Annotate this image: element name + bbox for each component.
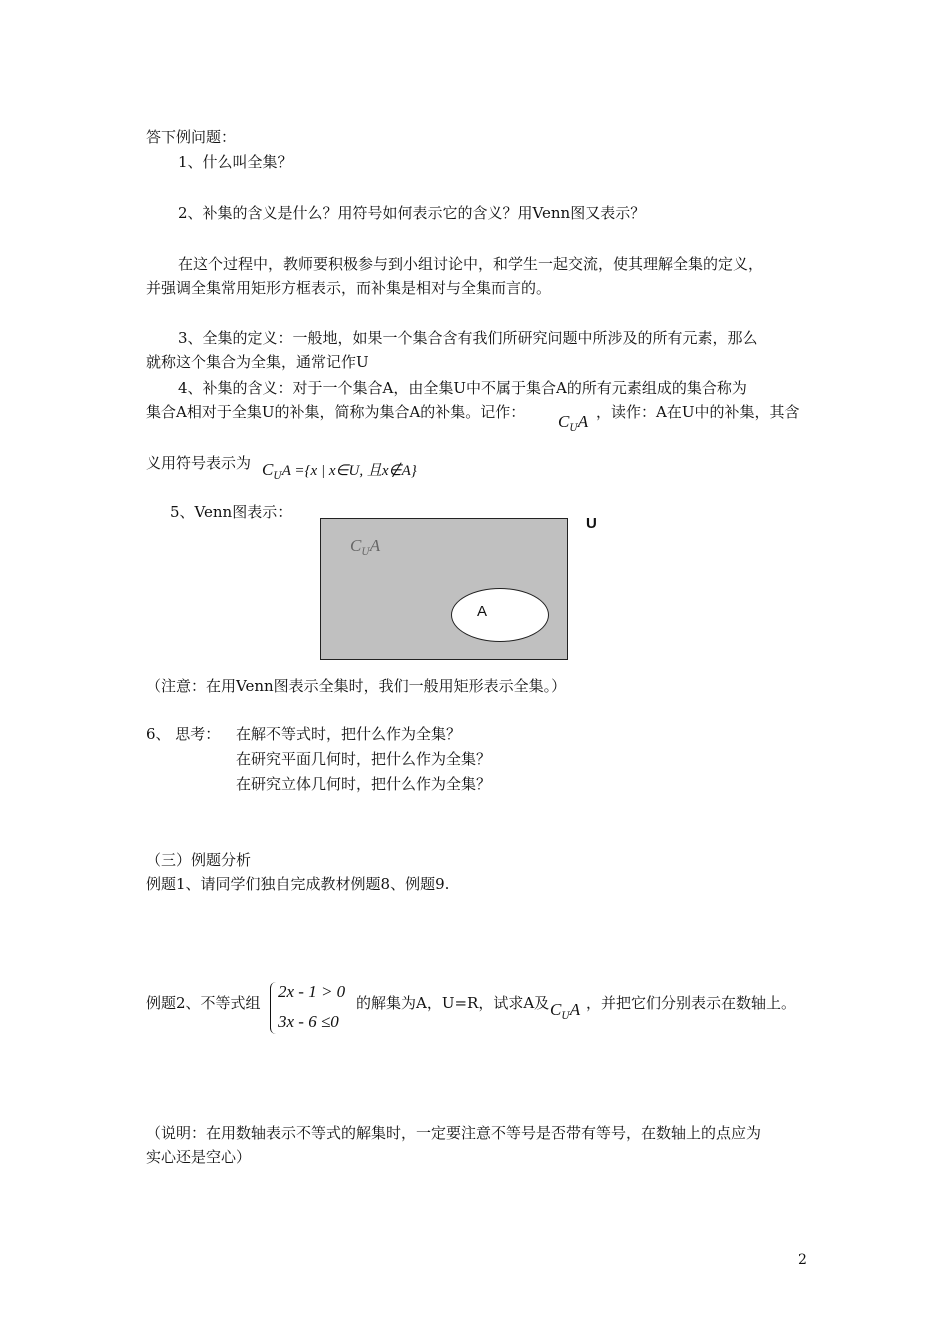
math-sub-u: U bbox=[561, 1011, 570, 1022]
section-heading: （三）例题分析 bbox=[146, 851, 252, 869]
complement-definition: 4、补集的含义：对于一个集合A，由全集U中不属于集合A的所有元素组成的集合称为 bbox=[178, 379, 747, 397]
inequality-2: 3x - 6 ≤0 bbox=[278, 1012, 339, 1031]
math-a: A bbox=[569, 1000, 581, 1019]
example-1: 例题1、请同学们独自完成教材例题8、例题9. bbox=[146, 875, 450, 893]
math-expression: A ={x | x∈U, 且x∉A} bbox=[281, 463, 417, 479]
explanation-line: （说明：在用数轴表示不等式的解集时，一定要注意不等号是否带有等号，在数轴上的点应为 bbox=[146, 1124, 762, 1142]
example-2-label: 例题2、不等式组 bbox=[146, 994, 261, 1012]
text-line: 的解集为A，U=R，试求A及 bbox=[356, 994, 550, 1012]
inequality-brace bbox=[270, 982, 277, 1034]
math-sub-u: U bbox=[273, 471, 282, 482]
text-line: 并强调全集常用矩形方框表示，而补集是相对与全集而言的。 bbox=[146, 279, 552, 297]
question-1: 1、什么叫全集？ bbox=[178, 153, 293, 171]
venn-set-label: A bbox=[477, 603, 488, 620]
text-line: ，并把它们分别表示在数轴上。 bbox=[586, 994, 797, 1012]
complement-notation bbox=[550, 1000, 580, 1027]
universal-set-definition: 3、全集的定义：一般地，如果一个集合含有我们所研究问题中所涉及的所有元素，那么 bbox=[178, 329, 758, 347]
think-question-3: 在研究立体几何时，把什么作为全集？ bbox=[236, 775, 492, 793]
math-c: C bbox=[558, 412, 570, 431]
math-sub-u: U bbox=[569, 423, 578, 434]
text-line: 5、Venn图表示： bbox=[170, 503, 293, 521]
question-2: 2、补集的含义是什么？用符号如何表示它的含义？用Venn图又表示？ bbox=[178, 204, 646, 222]
math-c: C bbox=[262, 460, 274, 479]
think-question-2: 在研究平面几何时，把什么作为全集？ bbox=[236, 750, 492, 768]
page-number: 2 bbox=[798, 1252, 807, 1268]
math-c: C bbox=[350, 536, 362, 555]
math-sub-u: U bbox=[361, 547, 370, 558]
text-line: 就称这个集合为全集，通常记作U bbox=[146, 353, 369, 371]
inequality-1: 2x - 1 > 0 bbox=[278, 982, 346, 1001]
text-line: ，读作：A在U中的补集，其含 bbox=[596, 403, 800, 421]
note-line: （注意：在用Venn图表示全集时，我们一般用矩形表示全集。） bbox=[146, 677, 567, 695]
text-line: 在这个过程中，教师要积极参与到小组讨论中，和学生一起交流，使其理解全集的定义， bbox=[178, 255, 764, 273]
think-label: 6、 思考： bbox=[146, 725, 221, 743]
complement-formula bbox=[262, 460, 417, 487]
complement-notation bbox=[558, 412, 588, 439]
venn-universe-label: U bbox=[586, 515, 597, 532]
venn-set-ellipse bbox=[451, 588, 549, 642]
think-question-1: 在解不等式时，把什么作为全集？ bbox=[236, 725, 462, 743]
math-a: A bbox=[577, 412, 589, 431]
explanation-line: 实心还是空心） bbox=[146, 1148, 252, 1166]
text-line: 答下例问题： bbox=[146, 128, 237, 146]
text-line: 义用符号表示为 bbox=[146, 454, 252, 472]
math-a: A bbox=[369, 536, 381, 555]
math-c: C bbox=[550, 1000, 562, 1019]
text-line: 集合A相对于全集U的补集，简称为集合A的补集。记作： bbox=[146, 403, 526, 421]
venn-complement-label bbox=[350, 536, 380, 563]
